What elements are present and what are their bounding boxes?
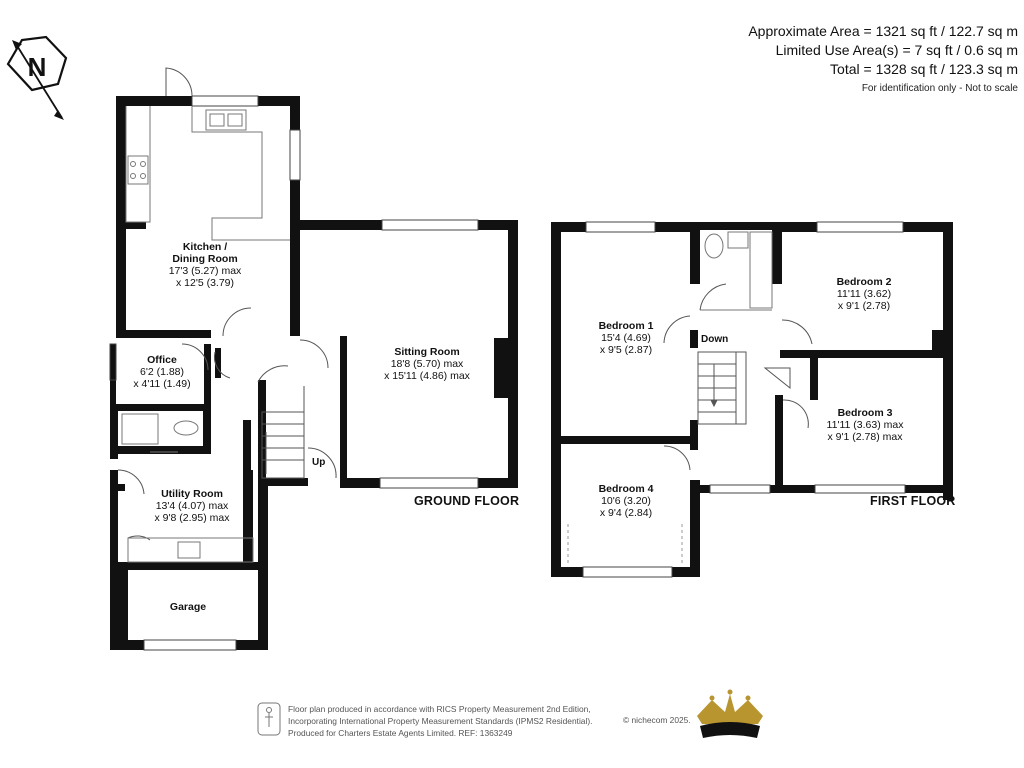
compass-letter: N [27, 52, 47, 82]
ground-doors [118, 68, 336, 540]
bedroom2-name: Bedroom 2 [836, 276, 892, 288]
kitchen-label [160, 241, 250, 289]
identification-note: For identification only - Not to scale [861, 83, 1018, 94]
limited-use-area: Limited Use Area(s) = 7 sq ft / 0.6 sq m [775, 42, 1018, 58]
sitting-room-name: Sitting Room [394, 346, 460, 358]
bedroom4-label [580, 483, 672, 519]
bedroom3-label [810, 407, 920, 443]
limited-use-marker [568, 524, 682, 566]
kitchen-fittings [126, 106, 290, 240]
footer-notes [288, 703, 592, 739]
office-label [122, 354, 202, 390]
bedroom2-label [816, 276, 912, 312]
office-dim2: x 4'11 (1.49) [133, 378, 191, 390]
footer-line2: Incorporating International Property Measurement Standards (IPMS2 Residential). [288, 716, 593, 726]
sitting-room-dim2: x 15'11 (4.86) max [384, 370, 470, 382]
footer-line3: Produced for Charters Estate Agents Limited. REF: 1363249 [288, 728, 513, 738]
garage-name: Garage [169, 601, 207, 613]
utility-room-label [140, 488, 244, 524]
bedroom4-dim2: x 9'4 (2.84) [599, 507, 653, 519]
ground-stairs [262, 386, 304, 478]
stairs-down-label: Down [701, 334, 729, 345]
sitting-room-label [372, 346, 482, 382]
footer-line1: Floor plan produced in accordance with RICS Property Measurement 2nd Edition, [288, 704, 591, 714]
bedroom2-dim2: x 9'1 (2.78) [837, 300, 891, 312]
first-floor-label: FIRST FLOOR [870, 494, 956, 508]
person-scale-icon [258, 703, 280, 735]
kitchen-name-line2: Dining Room [172, 253, 238, 265]
ground-floor-label: GROUND FLOOR [414, 494, 520, 508]
first-stairs [698, 352, 746, 424]
bedroom4-dim1: 10'6 (3.20) [601, 495, 651, 507]
office-name: Office [147, 354, 177, 366]
bathroom-fixtures [700, 232, 772, 310]
utility-room-dim1: 13'4 (4.07) max [155, 500, 229, 512]
kitchen-name-line1: Kitchen / [182, 241, 228, 253]
bedroom4-name: Bedroom 4 [598, 483, 654, 495]
footer-brand: © nichecom 2025. [623, 715, 691, 725]
stairs-up-label: Up [312, 457, 326, 468]
bedroom1-dim1: 15'4 (4.69) [601, 332, 651, 344]
utility-room-dim2: x 9'8 (2.95) max [154, 512, 230, 524]
north-compass-icon [8, 37, 66, 120]
bedroom3-name: Bedroom 3 [837, 407, 893, 419]
bedroom3-dim1: 11'11 (3.63) max [826, 419, 904, 431]
approximate-area: Approximate Area = 1321 sq ft / 122.7 sq m [748, 23, 1018, 39]
bedroom2-dim1: 11'11 (3.62) [836, 288, 892, 300]
sitting-room-dim1: 18'8 (5.70) max [390, 358, 464, 370]
bedroom3-dim2: x 9'1 (2.78) max [827, 431, 903, 443]
kitchen-dim1: 17'3 (5.27) max [168, 265, 242, 277]
crown-logo-icon [697, 690, 763, 739]
bedroom1-name: Bedroom 1 [598, 320, 654, 332]
garage-label [150, 601, 226, 613]
office-dim1: 6'2 (1.88) [139, 366, 185, 378]
bedroom1-label [580, 320, 672, 356]
kitchen-dim2: x 12'5 (3.79) [175, 277, 235, 289]
utility-fittings [128, 538, 253, 562]
bedroom1-dim2: x 9'5 (2.87) [599, 344, 653, 356]
utility-room-name: Utility Room [161, 488, 223, 500]
total-area: Total = 1328 sq ft / 123.3 sq m [830, 61, 1018, 77]
